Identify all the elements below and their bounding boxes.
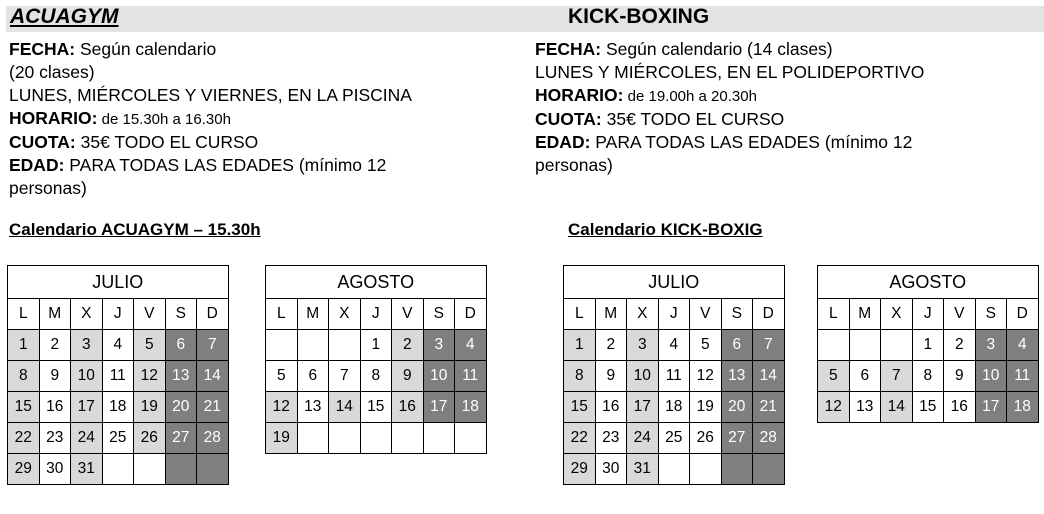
info-line [535, 131, 924, 154]
day-cell: 30 [595, 454, 627, 485]
info-value: (20 clases) [9, 62, 95, 82]
empty-day-cell [197, 454, 229, 485]
week-row [266, 330, 487, 361]
empty-day-cell [423, 423, 455, 454]
day-cell: 12 [134, 361, 166, 392]
day-cell: 13 [849, 392, 881, 423]
weekday-header: S [423, 299, 455, 330]
info-value: personas) [9, 178, 87, 198]
weekday-header: J [658, 299, 690, 330]
day-cell: 15 [912, 392, 944, 423]
day-cell: 14 [197, 361, 229, 392]
week-row [8, 361, 229, 392]
weekday-header: J [102, 299, 134, 330]
day-cell: 26 [690, 423, 722, 454]
week-row [818, 330, 1039, 361]
day-cell: 3 [423, 330, 455, 361]
day-cell: 17 [423, 392, 455, 423]
weekday-header: M [297, 299, 329, 330]
weekday-header: X [71, 299, 103, 330]
week-row [266, 392, 487, 423]
empty-day-cell [297, 423, 329, 454]
month-header: AGOSTO [818, 266, 1039, 299]
day-cell: 5 [690, 330, 722, 361]
info-value: PARA TODAS LAS EDADES (mínimo 12 [64, 155, 387, 175]
weekday-header: M [595, 299, 627, 330]
day-cell: 14 [881, 392, 913, 423]
day-cell: 16 [944, 392, 976, 423]
day-cell: 8 [912, 361, 944, 392]
info-value: PARA TODAS LAS EDADES (mínimo 12 [590, 132, 913, 152]
acuagym-info [9, 38, 412, 200]
weekday-header: X [627, 299, 659, 330]
day-cell: 11 [102, 361, 134, 392]
day-cell: 4 [658, 330, 690, 361]
kickboxing-calendar-title: Calendario KICK-BOXIG [568, 220, 763, 239]
info-value: Según calendario [75, 39, 217, 59]
week-row [8, 330, 229, 361]
info-value: 35€ TODO EL CURSO [601, 109, 785, 129]
day-cell: 19 [690, 392, 722, 423]
info-label: CUOTA: [9, 132, 76, 152]
day-cell: 6 [297, 361, 329, 392]
day-cell: 16 [392, 392, 424, 423]
info-line [9, 107, 412, 131]
day-cell: 13 [165, 361, 197, 392]
info-line [535, 154, 924, 177]
day-cell: 8 [564, 361, 596, 392]
day-cell: 6 [165, 330, 197, 361]
acuagym-calendar-title: Calendario ACUAGYM – 15.30h [9, 220, 261, 239]
day-cell: 15 [564, 392, 596, 423]
day-cell: 16 [39, 392, 71, 423]
weekday-header: V [944, 299, 976, 330]
day-cell: 11 [658, 361, 690, 392]
weekday-header: L [266, 299, 298, 330]
day-cell: 30 [39, 454, 71, 485]
header-bar [6, 6, 1044, 32]
day-cell: 29 [564, 454, 596, 485]
day-cell: 17 [71, 392, 103, 423]
week-row [564, 392, 785, 423]
empty-day-cell [297, 330, 329, 361]
kickboxing-info [535, 38, 924, 177]
kickboxing-july-calendar [563, 265, 785, 485]
empty-day-cell [329, 423, 361, 454]
month-header: JULIO [8, 266, 229, 299]
week-row [8, 392, 229, 423]
info-value: personas) [535, 155, 613, 175]
day-cell: 24 [71, 423, 103, 454]
day-cell: 1 [8, 330, 40, 361]
week-row [564, 423, 785, 454]
day-cell: 10 [627, 361, 659, 392]
info-label: EDAD: [9, 155, 65, 175]
day-cell: 9 [595, 361, 627, 392]
weekday-header: D [455, 299, 487, 330]
day-cell: 3 [627, 330, 659, 361]
weekday-header: J [360, 299, 392, 330]
empty-day-cell [658, 454, 690, 485]
day-cell: 1 [564, 330, 596, 361]
day-cell: 19 [266, 423, 298, 454]
day-cell: 4 [102, 330, 134, 361]
day-cell: 18 [102, 392, 134, 423]
day-cell: 25 [658, 423, 690, 454]
day-cell: 1 [360, 330, 392, 361]
day-cell: 5 [818, 361, 850, 392]
day-cell: 27 [721, 423, 753, 454]
info-label: CUOTA: [535, 109, 602, 129]
day-cell: 28 [197, 423, 229, 454]
day-cell: 7 [753, 330, 785, 361]
day-cell: 8 [360, 361, 392, 392]
day-cell: 4 [455, 330, 487, 361]
day-cell: 9 [39, 361, 71, 392]
acuagym-title: ACUAGYM [10, 5, 119, 28]
empty-day-cell [721, 454, 753, 485]
day-cell: 11 [1007, 361, 1039, 392]
week-row [564, 361, 785, 392]
empty-day-cell [690, 454, 722, 485]
weekday-header: S [721, 299, 753, 330]
info-value: 35€ TODO EL CURSO [75, 132, 259, 152]
day-cell: 9 [944, 361, 976, 392]
day-cell: 18 [658, 392, 690, 423]
day-cell: 29 [8, 454, 40, 485]
week-row [564, 330, 785, 361]
day-cell: 15 [360, 392, 392, 423]
day-cell: 20 [165, 392, 197, 423]
info-value: LUNES Y MIÉRCOLES, EN EL POLIDEPORTIVO [535, 62, 925, 82]
weekday-header: D [753, 299, 785, 330]
info-label: EDAD: [535, 132, 591, 152]
info-line [9, 154, 412, 177]
week-row [818, 392, 1039, 423]
day-cell: 8 [8, 361, 40, 392]
acuagym-august-calendar [265, 265, 487, 454]
day-cell: 2 [392, 330, 424, 361]
empty-day-cell [102, 454, 134, 485]
week-row [8, 423, 229, 454]
weekday-header: V [690, 299, 722, 330]
empty-day-cell [392, 423, 424, 454]
weekday-header: X [329, 299, 361, 330]
day-cell: 3 [975, 330, 1007, 361]
empty-day-cell [753, 454, 785, 485]
weekday-header: L [8, 299, 40, 330]
week-row [266, 361, 487, 392]
day-cell: 13 [721, 361, 753, 392]
day-cell: 17 [627, 392, 659, 423]
info-line [9, 38, 412, 61]
info-line [9, 177, 412, 200]
day-cell: 12 [818, 392, 850, 423]
empty-day-cell [849, 330, 881, 361]
empty-day-cell [329, 330, 361, 361]
weekday-header: V [134, 299, 166, 330]
info-line [535, 84, 924, 108]
weekday-header: S [975, 299, 1007, 330]
day-cell: 24 [627, 423, 659, 454]
day-cell: 3 [71, 330, 103, 361]
info-label: FECHA: [9, 39, 76, 59]
day-cell: 2 [944, 330, 976, 361]
kickboxing-title: KICK-BOXING [568, 5, 710, 28]
day-cell: 10 [71, 361, 103, 392]
day-cell: 6 [849, 361, 881, 392]
day-cell: 21 [197, 392, 229, 423]
day-cell: 1 [912, 330, 944, 361]
info-label: FECHA: [535, 39, 602, 59]
info-line [535, 108, 924, 131]
day-cell: 2 [595, 330, 627, 361]
weekday-header: V [392, 299, 424, 330]
day-cell: 18 [455, 392, 487, 423]
info-value: de 15.30h a 16.30h [97, 111, 231, 128]
day-cell: 12 [266, 392, 298, 423]
info-label: HORARIO: [9, 108, 98, 128]
day-cell: 23 [595, 423, 627, 454]
info-line [9, 84, 412, 107]
info-line [535, 38, 924, 61]
day-cell: 7 [881, 361, 913, 392]
day-cell: 19 [134, 392, 166, 423]
empty-day-cell [455, 423, 487, 454]
empty-day-cell [165, 454, 197, 485]
day-cell: 28 [753, 423, 785, 454]
day-cell: 22 [8, 423, 40, 454]
day-cell: 17 [975, 392, 1007, 423]
acuagym-july-calendar [7, 265, 229, 485]
day-cell: 14 [329, 392, 361, 423]
day-cell: 12 [690, 361, 722, 392]
info-line [535, 61, 924, 84]
info-label: HORARIO: [535, 85, 624, 105]
weekday-header: J [912, 299, 944, 330]
day-cell: 10 [423, 361, 455, 392]
day-cell: 31 [627, 454, 659, 485]
day-cell: 27 [165, 423, 197, 454]
day-cell: 13 [297, 392, 329, 423]
info-line [9, 61, 412, 84]
info-value: de 19.00h a 20.30h [623, 88, 757, 105]
empty-day-cell [134, 454, 166, 485]
day-cell: 26 [134, 423, 166, 454]
week-row [8, 454, 229, 485]
day-cell: 25 [102, 423, 134, 454]
day-cell: 16 [595, 392, 627, 423]
day-cell: 23 [39, 423, 71, 454]
week-row [564, 454, 785, 485]
day-cell: 7 [197, 330, 229, 361]
empty-day-cell [881, 330, 913, 361]
day-cell: 4 [1007, 330, 1039, 361]
day-cell: 5 [266, 361, 298, 392]
info-line [9, 131, 412, 154]
day-cell: 7 [329, 361, 361, 392]
day-cell: 9 [392, 361, 424, 392]
day-cell: 14 [753, 361, 785, 392]
day-cell: 2 [39, 330, 71, 361]
weekday-header: S [165, 299, 197, 330]
day-cell: 6 [721, 330, 753, 361]
day-cell: 15 [8, 392, 40, 423]
empty-day-cell [818, 330, 850, 361]
weekday-header: X [881, 299, 913, 330]
day-cell: 10 [975, 361, 1007, 392]
day-cell: 20 [721, 392, 753, 423]
weekday-header: D [1007, 299, 1039, 330]
week-row [818, 361, 1039, 392]
empty-day-cell [360, 423, 392, 454]
kickboxing-august-calendar [817, 265, 1039, 423]
weekday-header: L [564, 299, 596, 330]
month-header: AGOSTO [266, 266, 487, 299]
day-cell: 11 [455, 361, 487, 392]
weekday-header: L [818, 299, 850, 330]
info-value: Según calendario (14 clases) [601, 39, 833, 59]
day-cell: 18 [1007, 392, 1039, 423]
day-cell: 21 [753, 392, 785, 423]
weekday-header: D [197, 299, 229, 330]
weekday-header: M [849, 299, 881, 330]
day-cell: 22 [564, 423, 596, 454]
empty-day-cell [266, 330, 298, 361]
week-row [266, 423, 487, 454]
info-value: LUNES, MIÉRCOLES Y VIERNES, EN LA PISCINA [9, 85, 412, 105]
weekday-header: M [39, 299, 71, 330]
day-cell: 31 [71, 454, 103, 485]
month-header: JULIO [564, 266, 785, 299]
day-cell: 5 [134, 330, 166, 361]
